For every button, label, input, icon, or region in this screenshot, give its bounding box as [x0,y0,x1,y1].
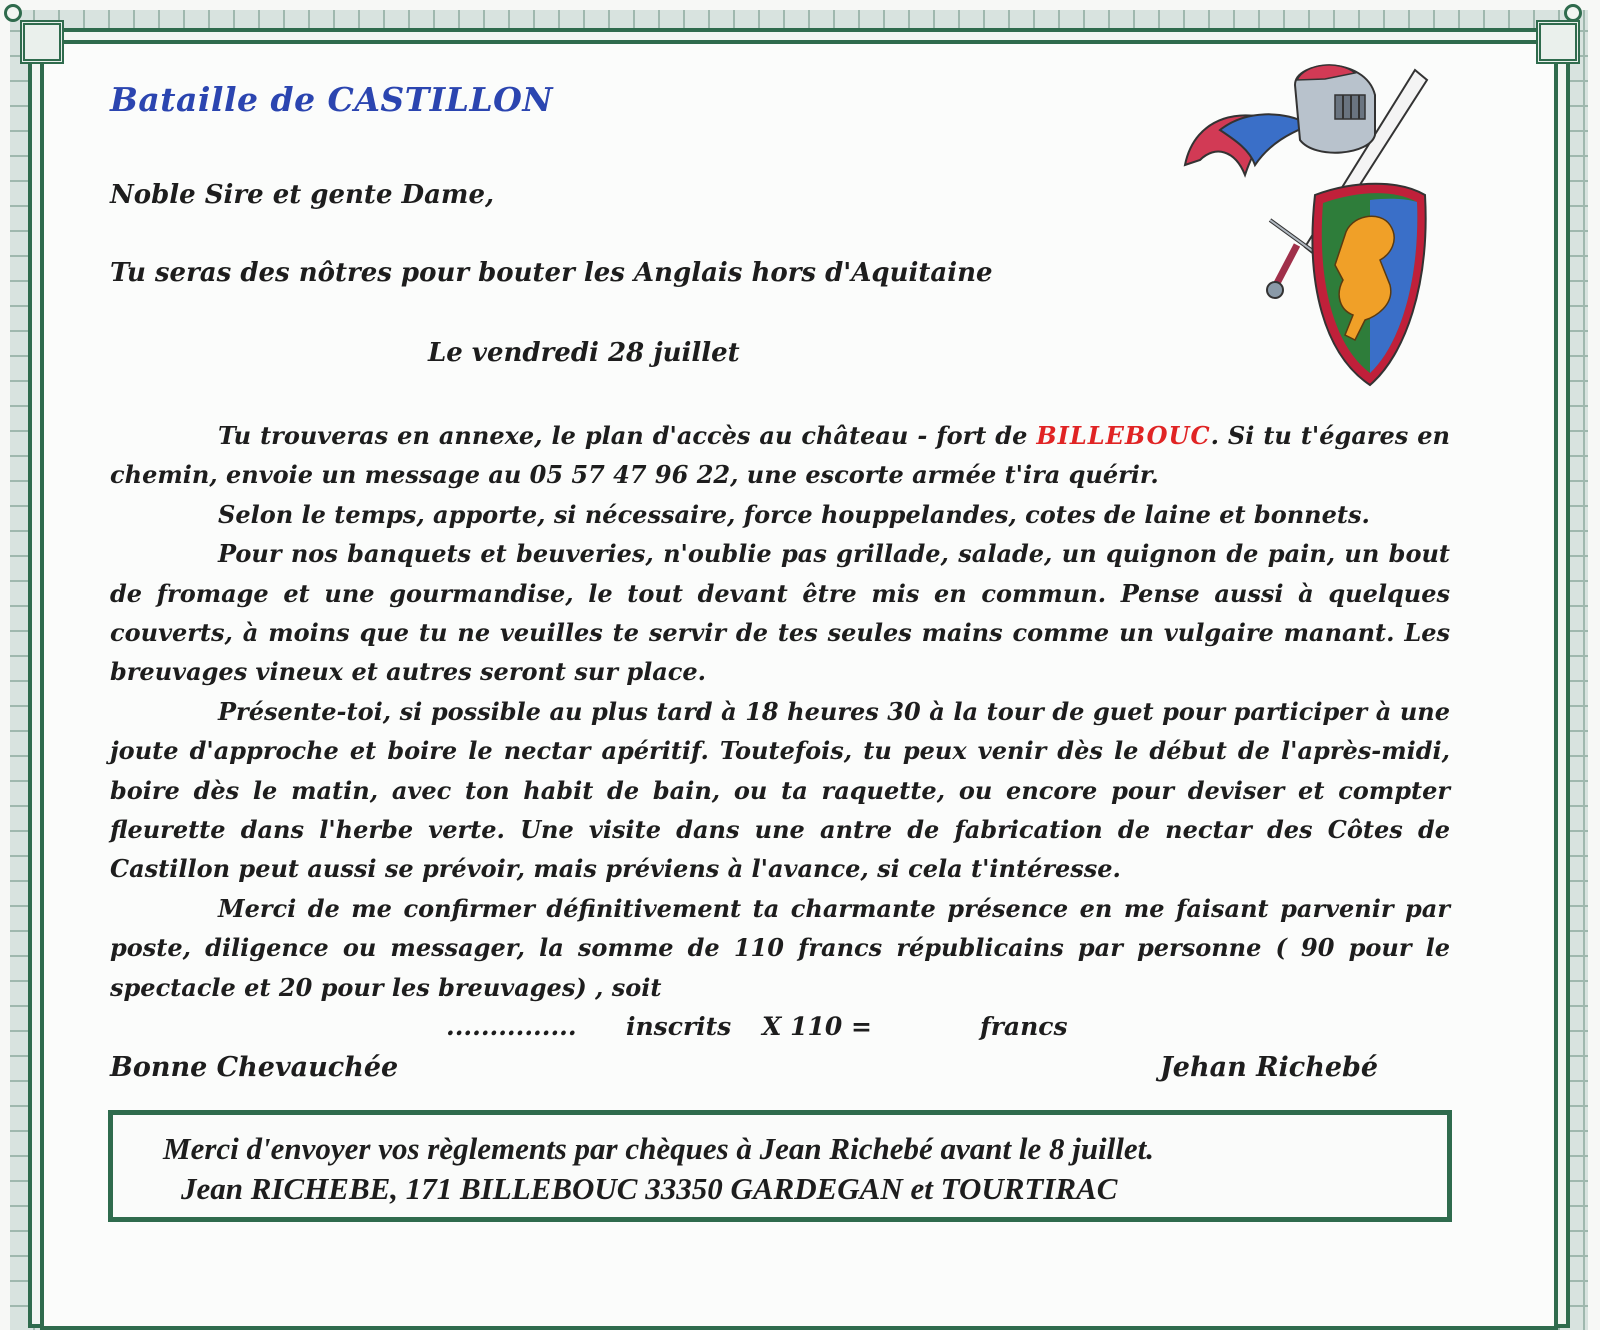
francs-label: francs [980,1012,1068,1041]
letter-title: Bataille de CASTILLON [110,80,554,119]
payment-notice-line1: Merci d'envoyer vos règlements par chèques à Jean Richebé avant le 8 juillet. [163,1131,1155,1166]
intro-line: Tu seras des nôtres pour bouter les Anglais hors d'Aquitaine [110,258,993,288]
corner-ornament-top-left [20,20,64,64]
signature: Jehan Richebé [1160,1052,1379,1083]
corner-ring-top-left [4,4,22,22]
knight-helmet-sword-shield-icon [1175,55,1445,395]
price-multiplier: X 110 = [762,1012,872,1041]
paragraph-access-text-start: Tu trouveras en annexe, le plan d'accès au château - fort de [218,421,1037,450]
paragraph-schedule: Présente-toi, si possible au plus tard à 18 heures 30 à la tour de guet pour participer à une joute d'approche et boire le nectar apéritif. Toutefois, tu peux venir dès le début de l'après-midi, boire dès le matin, avec ton habit de bain, ou ta raquette, ou encore pour deviser et compter fleurette dans l'herbe verte. Une visite dans une antre de fabrication de nectar des Côtes de Castillon peut aussi se prévoir, mais préviens à l'avance, si cela t'intéresse. [110,696,1450,884]
payment-notice-box [108,1110,1452,1222]
paragraph-access-text-end: . Si tu t'égares en chemin, envoie un message au 05 57 47 96 22, une escorte armée t'ira quérir. [110,421,1450,490]
corner-ring-top-right [1564,4,1582,22]
attendee-count-blank: ............... [446,1012,577,1041]
closing: Bonne Chevauchée [110,1052,399,1083]
inscrits-label: inscrits [626,1012,732,1041]
letter-body [110,416,1450,1007]
salutation: Noble Sire et gente Dame, [110,180,495,210]
payment-notice-address: Jean RICHEBE, 171 BILLEBOUC 33350 GARDEGAN et TOURTIRAC [181,1171,1118,1206]
paragraph-weather: Selon le temps, apporte, si nécessaire, force houppelandes, cotes de laine et bonnets. [218,499,1370,529]
paragraph-access [110,416,1450,495]
castle-name-highlight: BILLEBOUC [1036,421,1211,450]
event-date: Le vendredi 28 juillet [428,338,740,368]
corner-ornament-top-right [1536,20,1580,64]
paragraph-payment: Merci de me confirmer définitivement ta charmante présence en me faisant parvenir par poste, diligence ou messager, la somme de 110 francs républicains par personne ( 90 pour le spectacle et 20 pour les breuvages) , soit [110,893,1450,1002]
paragraph-banquet: Pour nos banquets et beuveries, n'oublie pas grillade, salade, un quignon de pain, un bout de fromage et une gourmandise, le tout devant être mis en commun. Pense aussi à quelques couverts, à moins que tu ne veuilles te servir de tes seules mains comme un vulgaire manant. Les breuvages vineux et autres seront sur place. [110,539,1450,687]
